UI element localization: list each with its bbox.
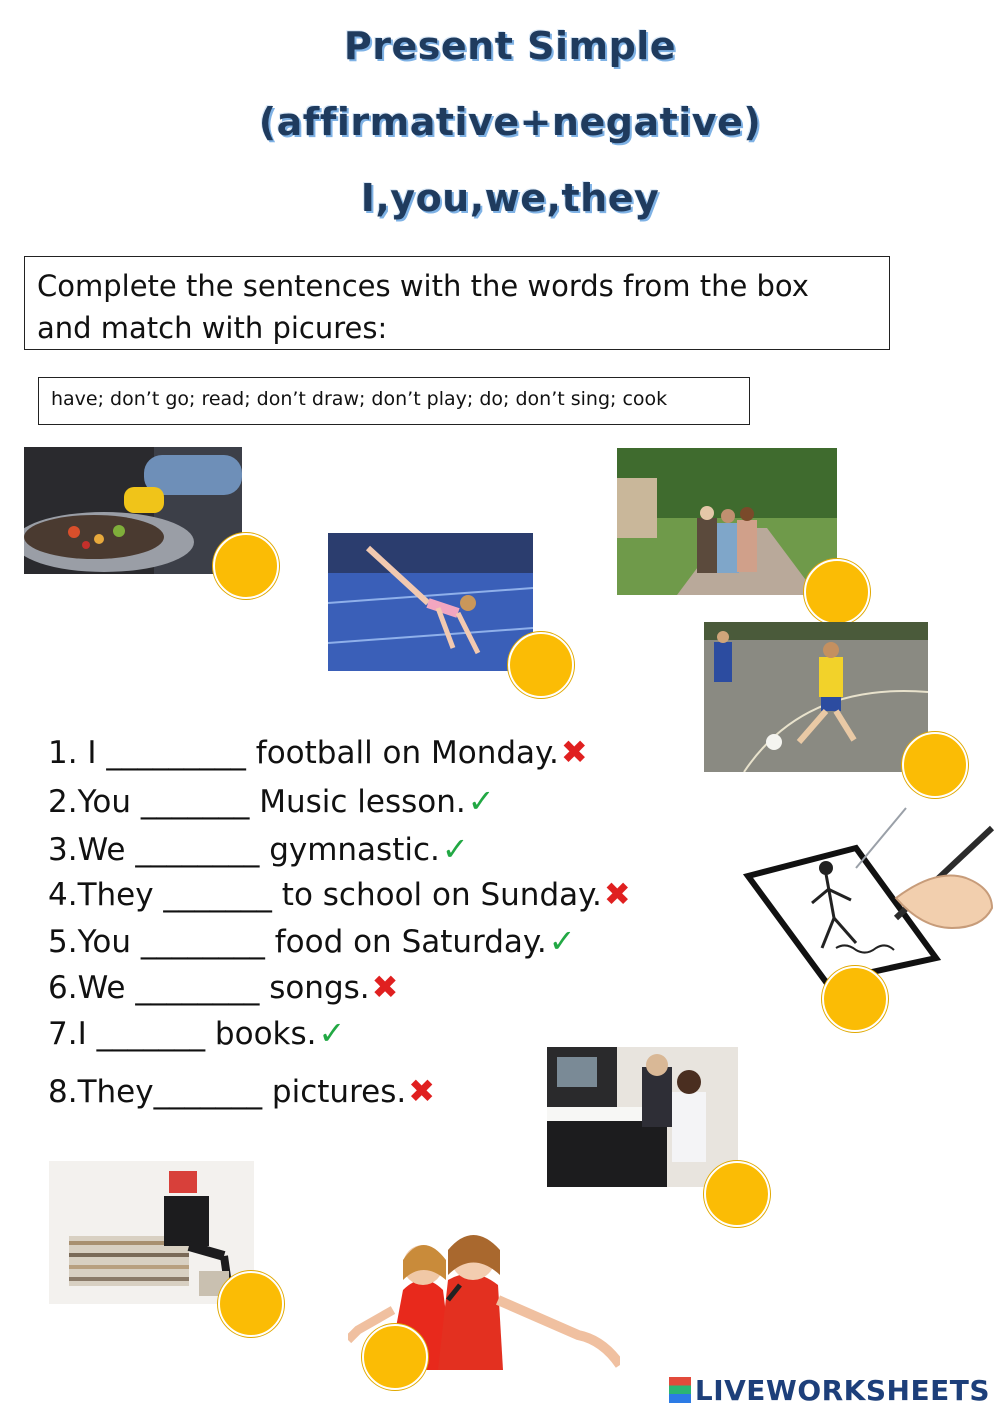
sentence-8-text: 8.They_______ pictures.: [48, 1074, 407, 1110]
instructions-box: [24, 256, 890, 350]
reading-books-photo: [49, 1161, 254, 1304]
going-to-school-photo: [617, 448, 837, 595]
check-icon: ✓: [548, 922, 576, 960]
check-icon: ✓: [441, 830, 469, 868]
sentence-6-text: 6.We ________ songs.: [48, 970, 370, 1006]
liveworksheets-logo-icon: [669, 1377, 691, 1403]
sentence-8: [48, 1072, 435, 1110]
answer-dot-football[interactable]: [902, 732, 968, 798]
sentence-3: [48, 830, 469, 868]
sentence-2-text: 2.You _______ Music lesson.: [48, 784, 466, 820]
sentence-2: [48, 782, 495, 820]
cross-icon: ✖: [560, 733, 588, 771]
pronouns-heading: I,you,we,they: [360, 176, 660, 220]
cross-icon: ✖: [408, 1072, 436, 1110]
word-box: have; don’t go; read; don’t draw; don’t play; do; don’t sing; cook: [38, 377, 750, 425]
instructions-line-1: Complete the sentences with the words from the box: [37, 269, 809, 303]
footer-brand: LIVEWORKSHEETS: [694, 1374, 990, 1407]
sentence-7: [48, 1014, 345, 1052]
answer-dot-school[interactable]: [804, 559, 870, 625]
sentence-1: [48, 733, 588, 771]
check-icon: ✓: [467, 782, 495, 820]
cooking-photo: [24, 447, 242, 574]
football-photo: [704, 622, 928, 772]
cross-icon: ✖: [371, 968, 399, 1006]
page-subtitle: (affirmative+negative): [258, 100, 762, 144]
gymnastics-photo: [328, 533, 533, 671]
answer-dot-reading[interactable]: [218, 1271, 284, 1337]
answer-dot-singing[interactable]: [362, 1324, 428, 1390]
sentence-4: [48, 875, 631, 913]
drawing-illustration: [746, 808, 992, 983]
cross-icon: ✖: [603, 875, 631, 913]
instructions-line-2: and match with picures:: [37, 311, 388, 345]
sentence-1-text: 1. I _________ football on Monday.: [48, 735, 559, 771]
sentence-7-text: 7.I _______ books.: [48, 1016, 317, 1052]
music-lesson-photo: [547, 1047, 738, 1187]
sentence-5-text: 5.You ________ food on Saturday.: [48, 924, 547, 960]
sentence-6: [48, 968, 398, 1006]
sentence-5: [48, 922, 576, 960]
sentence-4-text: 4.They _______ to school on Sunday.: [48, 877, 602, 913]
answer-dot-gymnastics[interactable]: [508, 632, 574, 698]
liveworksheets-logo[interactable]: [669, 1374, 990, 1407]
answer-dot-music[interactable]: [704, 1161, 770, 1227]
answer-dot-drawing[interactable]: [822, 966, 888, 1032]
check-icon: ✓: [318, 1014, 346, 1052]
page-title: Present Simple: [343, 24, 677, 68]
answer-dot-cooking[interactable]: [213, 533, 279, 599]
sentence-3-text: 3.We ________ gymnastic.: [48, 832, 440, 868]
